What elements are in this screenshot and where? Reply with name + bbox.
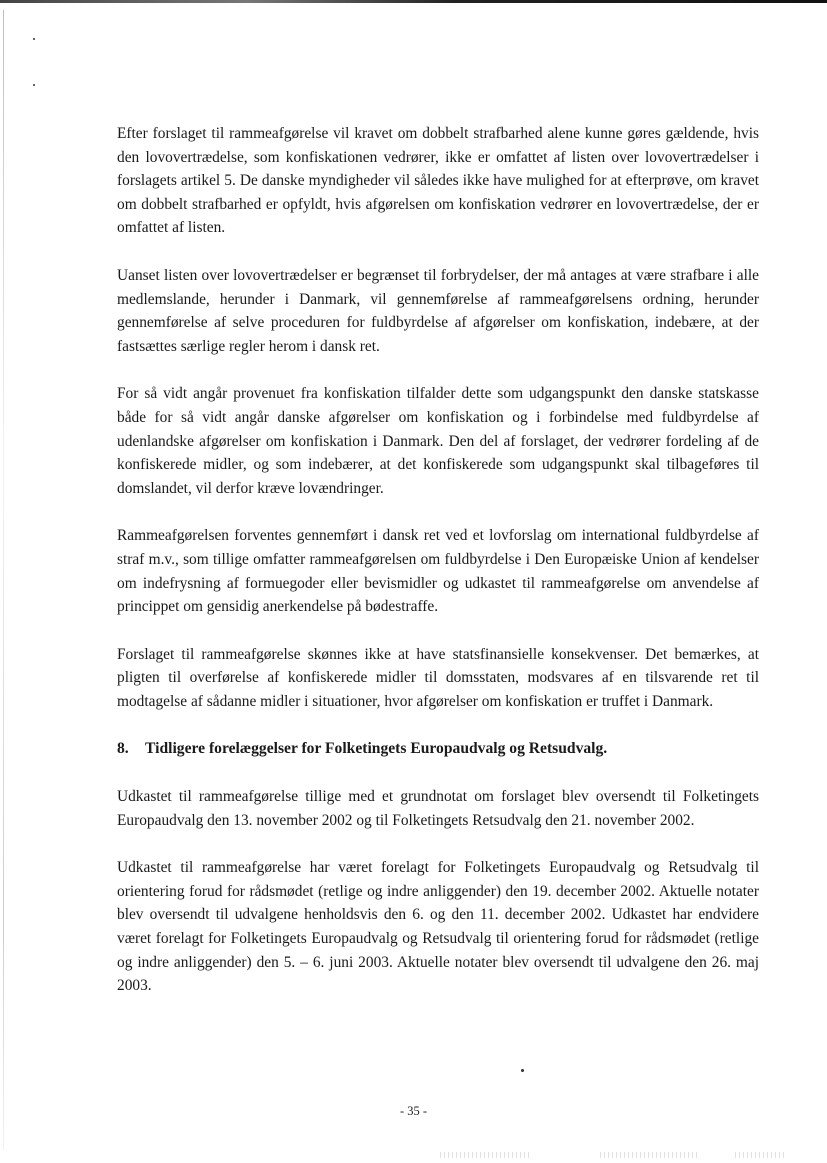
document-body — [117, 122, 759, 998]
paragraph: Forslaget til rammeafgørelse skønnes ikke at have statsfinansielle konsekvenser. Det bemærkes, at pligten til overførelse af konfiskerede midler til domsstaten, modsvares af en tilsvarende ret til modtagelse af sådanne midler i situationer, hvor afgørelser om konfiskation er truffet i Danmark. — [117, 645, 759, 710]
scan-noise — [735, 1152, 785, 1158]
scan-noise — [600, 1152, 700, 1158]
paragraph: Rammeafgørelsen forventes gennemført i dansk ret ved et lovforslag om international fuldbyrdelse af straf m.v., som tillige omfatter rammeafgørelsen om fuldbyrdelse i Den Europæiske Union af kendelser om indefrysning af formuegoder eller bevismidler og udkastet til rammeafgørelse om anvendelse af princippet om gensidig anerkendelse på bødestraffe. — [117, 527, 759, 616]
paragraph: Uanset listen over lovovertrædelser er begrænset til forbrydelser, der må antages at være strafbare i alle medlemslande, herunder i Danmark, vil gennemførelse af rammeafgørelsens ordning, herunder gennemførelse af selve proceduren for fuldbyrdelse af afgørelser om konfiskation, indebære, at der fastsættes særlige regler herom i dansk ret. — [117, 266, 759, 355]
page-number: - 35 - — [399, 1104, 428, 1118]
section-title: Tidligere forelæggelser for Folketingets Europaudvalg og Retsudvalg. — [145, 740, 608, 758]
scan-left-edge — [3, 10, 4, 1150]
scan-speck — [521, 1069, 524, 1072]
scan-speck — [33, 38, 35, 40]
paragraph: Udkastet til rammeafgørelse tillige med et grundnotat om forslaget blev oversendt til Folketingets Europaudvalg den 13. november 2002 og til Folketingets Retsudvalg den 21. november 2002. — [117, 788, 759, 829]
scan-speck — [33, 84, 35, 86]
paragraph: Efter forslaget til rammeafgørelse vil kravet om dobbelt strafbarhed alene kunne gøres gældende, hvis den lovovertrædelse, som konfiskationen vedrører, ikke er omfattet af listen over lovovertrædelser i forslagets artikel 5. De danske myndigheder vil således ikke have mulighed for at efterprøve, om kravet om dobbelt strafbarhed er opfyldt, hvis afgørelsen om konfiskation vedrører en lovovertrædelse, der er omfattet af listen. — [117, 125, 759, 237]
section-heading — [117, 737, 759, 761]
paragraph: For så vidt angår provenuet fra konfiskation tilfalder dette som udgangspunkt den danske statskasse både for så vidt angår danske afgørelser om konfiskation og i forbindelse med fuldbyrdelse af udenlandske afgørelser om konfiskation i Danmark. Den del af forslaget, der vedrører fordeling af de konfiskerede midler, og som indebærer, at det konfiskerede som udgangspunkt skal tilbageføres til domslandet, vil derfor kræve lovændringer. — [117, 385, 759, 497]
scan-top-edge — [0, 0, 827, 3]
section-number: 8. — [117, 740, 129, 758]
paragraph: Udkastet til rammeafgørelse har været forelagt for Folketingets Europaudvalg og Retsudvalg til orientering forud for rådsmødet (retlige og indre anliggender) den 19. december 2002. Aktuelle notater blev oversendt til udvalgene henholdsvis den 6. og den 11. december 2002. Udkastet har endvidere været forelagt for Folketingets Europaudvalg og Retsudvalg til orientering forud for rådsmødet (retlige og indre anliggender) den 5. – 6. juni 2003. Aktuelle notater blev oversendt til udvalgene den 26. maj 2003. — [117, 859, 759, 995]
scan-noise — [440, 1152, 530, 1158]
